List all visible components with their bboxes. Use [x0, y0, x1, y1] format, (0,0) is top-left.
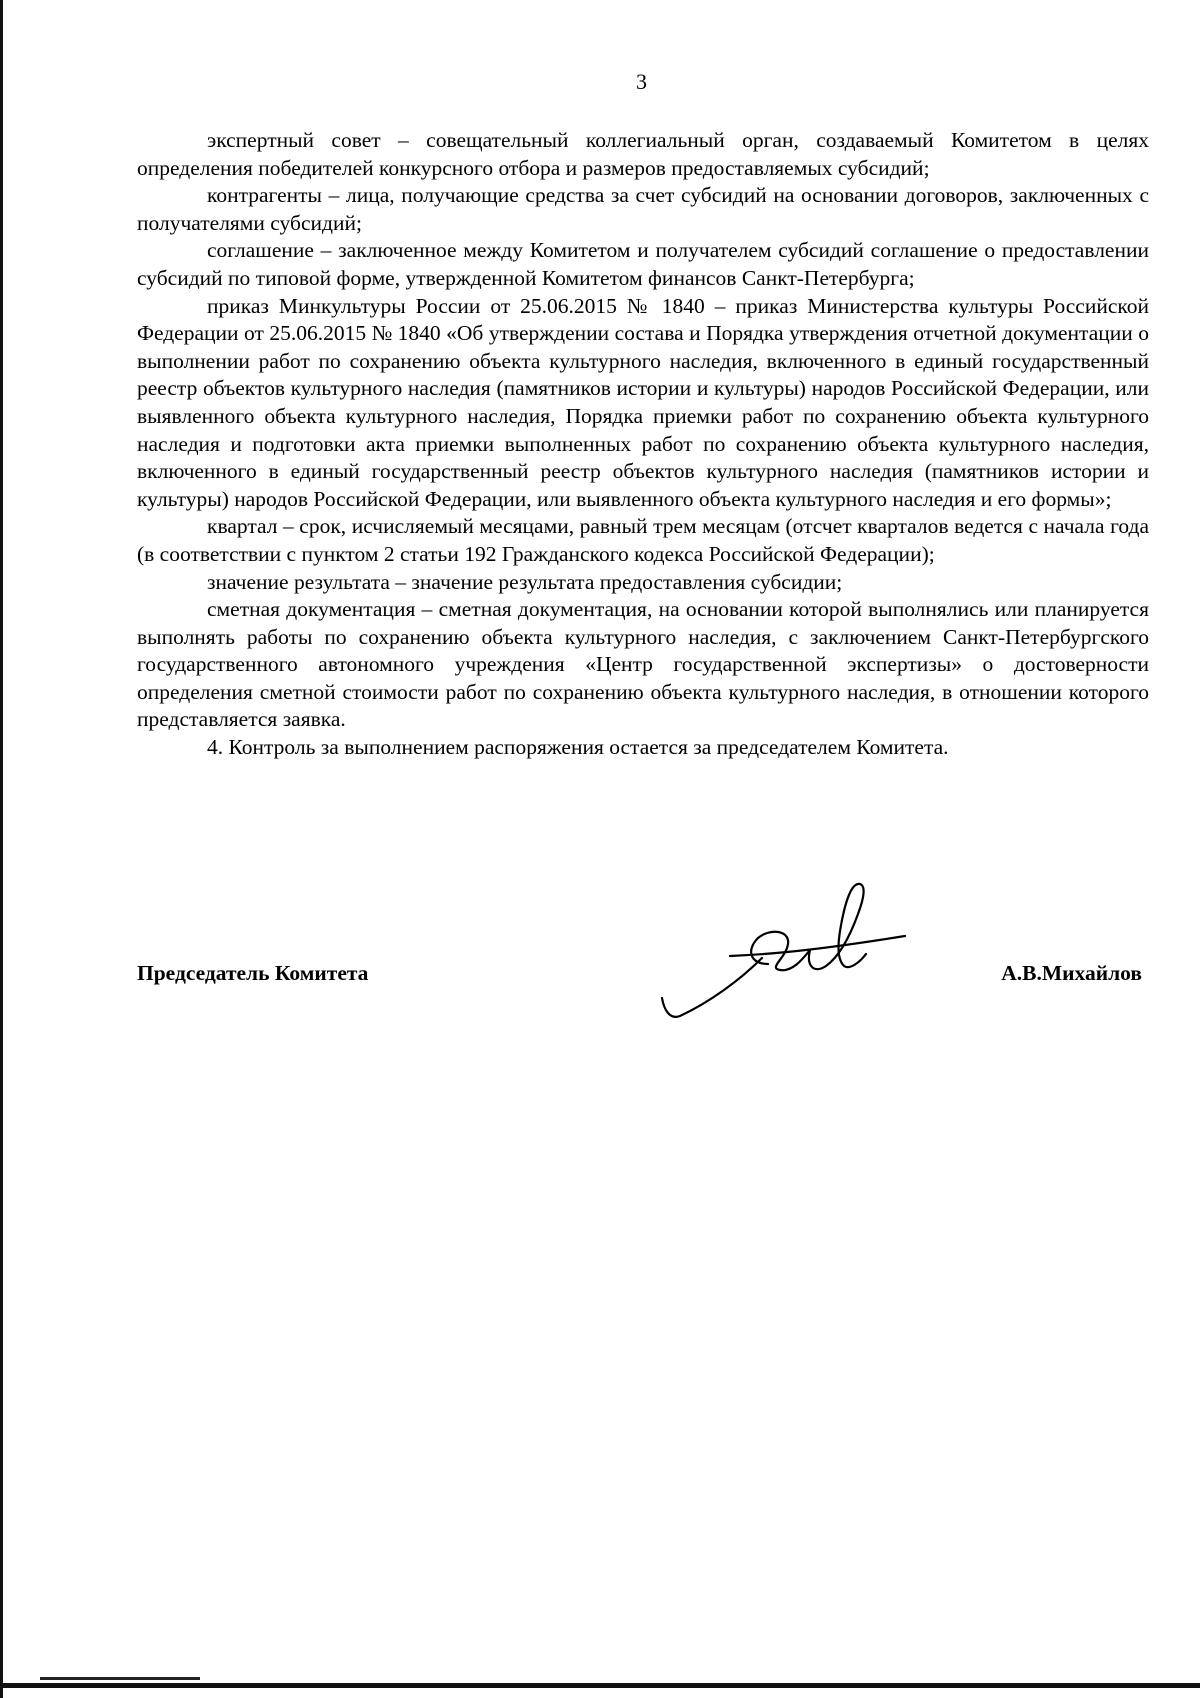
page-number: 3 [636, 69, 647, 94]
paragraph-result-value: значение результата – значение результата предоставления субсидии; [207, 569, 843, 594]
paragraph-control-clause: 4. Контроль за выполнением распоряжения остается за председателем Комитета. [207, 735, 949, 760]
paragraph-ministry-order: приказ Минкультуры России от 25.06.2015 № 1840 – приказ Министерства культуры Российской Федерации от 25.06.2015 № 1840 «Об утверждении состава и Порядка утверждения отчетной документации о выполнении работ по сохранению объекта культурного наследия, включенного в единый государственный реестр объектов культурного наследия (памятников истории и культуры) народов Российской Федерации, или выявленного объекта культурного наследия, Порядка приемки работ по сохранению объекта культурного наследия и подготовки акта приемки выполненных работ по сохранению объекта культурного наследия, включенного в единый государственный реестр объектов культурного наследия (памятников истории и культуры) народов Российской Федерации, или выявленного объекта культурного наследия и его формы»; [137, 293, 1149, 511]
paragraph-estimate-docs: сметная документация – сметная документация, на основании которой выполнялись или планируется выполнять работы по сохранению объекта культурного наследия, с заключением Санкт-Петербургского государственного автономного учреждения «Центр государственной экспертизы» о достоверности определения сметной стоимости работ по сохранению объекта культурного наследия, в отношении которого представляется заявка. [137, 597, 1149, 732]
signature-block [137, 958, 1142, 990]
document-body [137, 127, 1149, 762]
scan-left-edge [0, 0, 3, 1698]
paragraph-expert-council: экспертный совет – совещательный коллегиальный орган, создаваемый Комитетом в целях определения победителей конкурсного отбора и размеров предоставляемых субсидий; [137, 128, 1149, 180]
signer-position: Председатель Комитета [137, 961, 369, 985]
paragraph-contractors: контрагенты – лица, получающие средства за счет субсидий на основании договоров, заключенных с получателями субсидий; [137, 183, 1149, 235]
scan-bottom-mark [40, 1677, 200, 1680]
signer-name: А.В.Михайлов [1001, 961, 1142, 985]
handwritten-signature [650, 870, 920, 1030]
scan-bottom-edge [0, 1683, 1200, 1688]
paragraph-agreement: соглашение – заключенное между Комитетом и получателем субсидий соглашение о предоставлении субсидий по типовой форме, утвержденной Комитетом финансов Санкт-Петербурга; [137, 238, 1149, 290]
paragraph-quarter: квартал – срок, исчисляемый месяцами, равный трем месяцам (отсчет кварталов ведется с начала года (в соответствии с пунктом 2 статьи 192 Гражданского кодекса Российской Федерации); [137, 514, 1149, 566]
